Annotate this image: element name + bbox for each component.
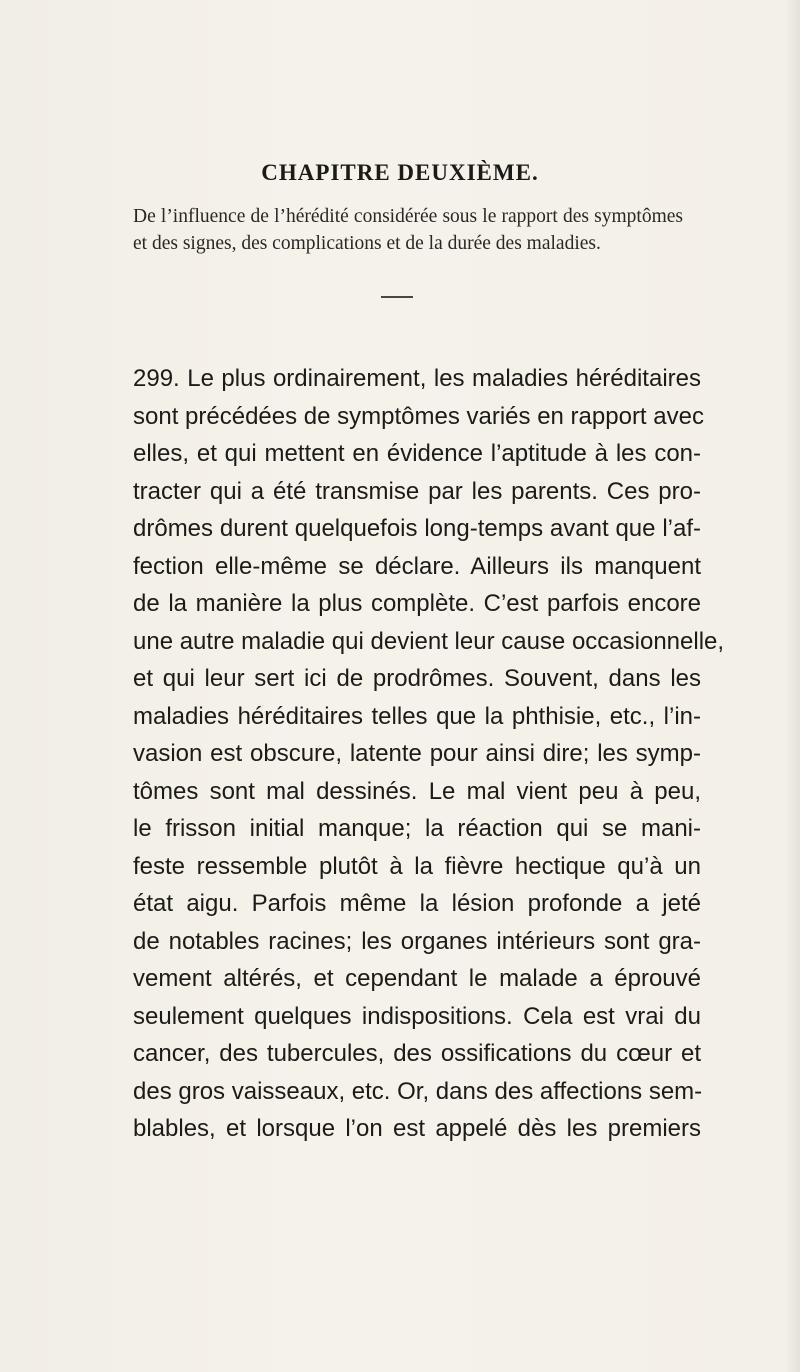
page-edge-shadow <box>786 0 800 1372</box>
chapter-summary: De l’influence de l’hérédité considérée sous le rapport des symptômes et des signes, des complications et de la durée des maladies. <box>133 206 683 254</box>
text-line: de notables racines; les organes intérieurs sont gra- <box>133 927 701 955</box>
text-line: sont précédées de symptômes variés en rapport avec <box>133 402 704 430</box>
text-line: vement altérés, et cependant le malade a éprouvé <box>133 965 701 992</box>
text-line: seulement quelques indispositions. Cela est vrai du <box>133 1002 701 1030</box>
text-line: blables, et lorsque l’on est appelé dès les premiers <box>133 1115 701 1142</box>
text-line: le frisson initial manque; la réaction qui se mani- <box>133 815 701 842</box>
text-line: tômes sont mal dessinés. Le mal vient peu à peu, <box>133 777 701 805</box>
text-line: drômes durent quelquefois long-temps avant que l’af- <box>133 515 701 542</box>
text-line: feste ressemble plutôt à la fièvre hectique qu’à un <box>133 852 701 880</box>
text-line: maladies héréditaires telles que la phthisie, etc., l’in- <box>133 702 701 730</box>
text-line: de la manière la plus complète. C’est parfois encore <box>133 590 701 617</box>
text-line: cancer, des tubercules, des ossifications du cœur et <box>133 1040 701 1067</box>
text-line: une autre maladie qui devient leur cause occasionnelle, <box>133 627 725 655</box>
text-line: fection elle-même se déclare. Ailleurs ils manquent <box>133 552 701 580</box>
paragraph-299 <box>133 360 725 1148</box>
separator-rule <box>381 296 413 298</box>
text-line: vasion est obscure, latente pour ainsi dire; les symp- <box>133 740 701 767</box>
text-line: état aigu. Parfois même la lésion profonde a jeté <box>133 890 701 917</box>
text-line: 299. Le plus ordinairement, les maladies héréditaires <box>133 365 701 392</box>
chapter-title: CHAPITRE DEUXIÈME. <box>261 160 539 185</box>
text-line: elles, et qui mettent en évidence l’aptitude à les con- <box>133 440 701 467</box>
text-line: des gros vaisseaux, etc. Or, dans des affections sem- <box>133 1077 703 1105</box>
text-line: tracter qui a été transmise par les parents. Ces pro- <box>133 477 701 505</box>
text-line: et qui leur sert ici de prodrômes. Souvent, dans les <box>133 665 701 692</box>
